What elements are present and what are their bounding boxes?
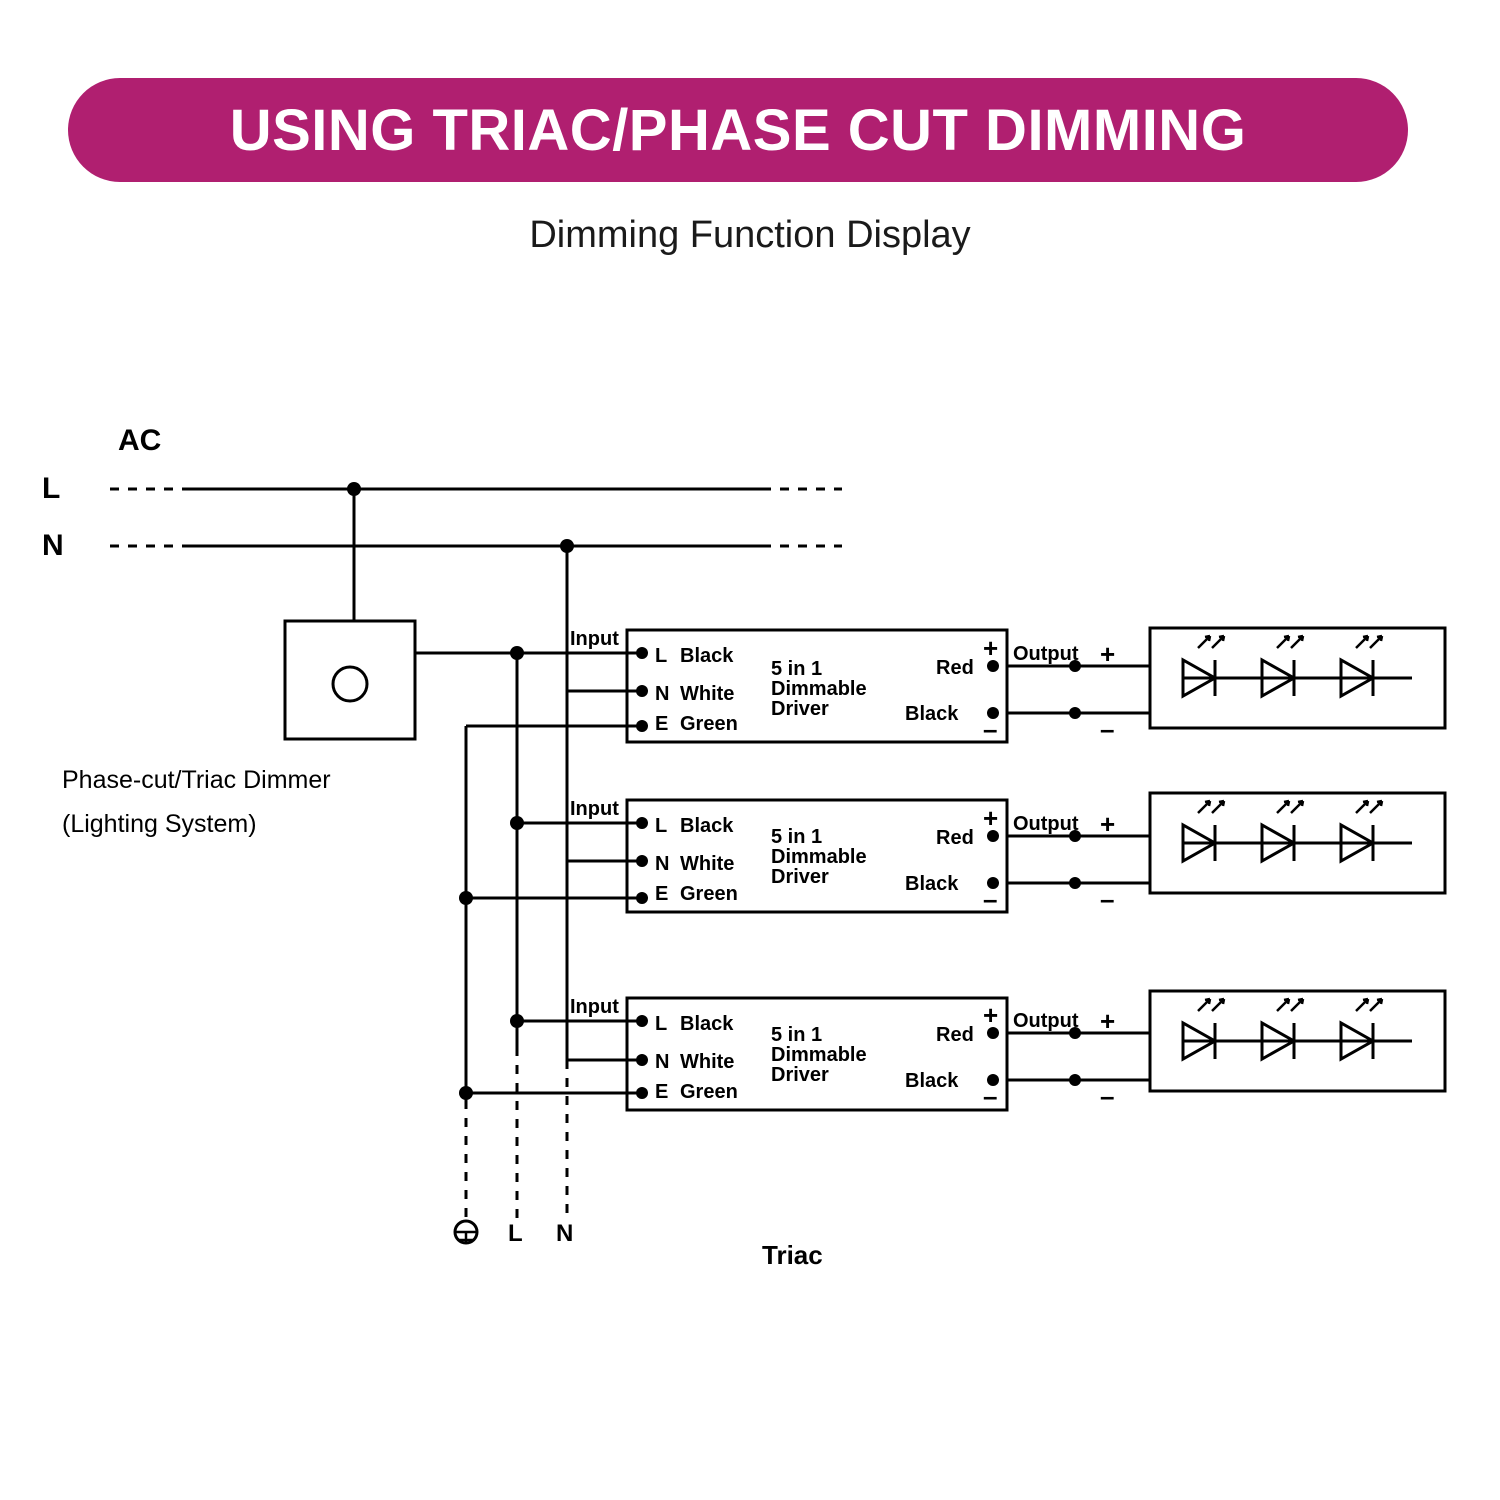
driver-2-out-neg-label: Black — [905, 873, 959, 895]
driver-2-plus: + — [983, 803, 999, 833]
driver-1-minus: – — [983, 714, 998, 744]
led-symbols-1 — [1183, 636, 1382, 696]
page-title: USING TRIAC/PHASE CUT DIMMING — [229, 97, 1247, 163]
driver-2-out-pos-label: Red — [936, 827, 974, 849]
driver-3-terminal-2-color: Green — [680, 1081, 738, 1103]
diagram-footer-label: Triac — [762, 1240, 823, 1270]
bottom-live-label: L — [508, 1220, 523, 1247]
driver-1-plus: + — [983, 633, 999, 663]
driver-3-name-line1: 5 in 1 — [771, 1024, 823, 1046]
driver-3-name-line3: Driver — [771, 1064, 829, 1086]
driver-3-plus: + — [983, 1000, 999, 1030]
led-symbols-3 — [1183, 999, 1382, 1059]
driver-1-out-neg-label: Black — [905, 703, 959, 725]
driver-1-input-label: Input — [570, 628, 619, 650]
driver-3-name-line2: Dimmable — [771, 1044, 867, 1066]
led-2-minus: – — [1100, 884, 1115, 914]
driver-2-terminal-2-code: E — [655, 883, 669, 905]
driver-1-terminal-0-color: Black — [680, 645, 734, 667]
driver-3-terminal-0-color: Black — [680, 1013, 734, 1035]
junction-dots — [347, 482, 1081, 1100]
driver-2-input-label: Input — [570, 798, 619, 820]
driver-2-output-label: Output — [1013, 813, 1079, 835]
driver-2-name-line3: Driver — [771, 866, 829, 888]
dimmer-box — [285, 621, 415, 739]
driver-3-out-pos-label: Red — [936, 1024, 974, 1046]
dimmer-caption-line1: Phase-cut/Triac Dimmer — [62, 766, 331, 794]
led-2-plus: + — [1100, 809, 1116, 839]
driver-3-input-label: Input — [570, 996, 619, 1018]
driver-1-terminal-0-code: L — [655, 645, 668, 667]
driver-2-terminal-0-color: Black — [680, 815, 734, 837]
driver-3-terminal-1-code: N — [655, 1051, 670, 1073]
driver-2-terminal-1-color: White — [680, 853, 735, 875]
ac-label: AC — [118, 424, 162, 457]
led-symbols-2 — [1183, 801, 1382, 861]
driver-2-minus: – — [983, 884, 998, 914]
driver-1-terminal-2-color: Green — [680, 713, 738, 735]
bottom-neutral-label: N — [556, 1220, 574, 1247]
driver-1-name-line3: Driver — [771, 698, 829, 720]
led-3-minus: – — [1100, 1081, 1115, 1111]
driver-1-out-pos-label: Red — [936, 657, 974, 679]
driver-3-output-label: Output — [1013, 1010, 1079, 1032]
dimmer-knob-icon — [333, 667, 367, 701]
driver-1-name-line1: 5 in 1 — [771, 658, 823, 680]
led-1-plus: + — [1100, 639, 1116, 669]
driver-1-name-line2: Dimmable — [771, 678, 867, 700]
dimmer-caption-line2: (Lighting System) — [62, 810, 257, 838]
ac-live-label: L — [42, 472, 61, 505]
driver-2-name-line1: 5 in 1 — [771, 826, 823, 848]
driver-1-terminal-2-code: E — [655, 713, 669, 735]
led-3-plus: + — [1100, 1006, 1116, 1036]
led-1-minus: – — [1100, 714, 1115, 744]
driver-2-terminal-0-code: L — [655, 815, 668, 837]
driver-1-terminal-1-color: White — [680, 683, 735, 705]
driver-3-minus: – — [983, 1081, 998, 1111]
driver-2-name-line2: Dimmable — [771, 846, 867, 868]
driver-3-terminal-0-code: L — [655, 1013, 668, 1035]
driver-3-terminal-2-code: E — [655, 1081, 669, 1103]
driver-3-terminal-1-color: White — [680, 1051, 735, 1073]
page-subtitle: Dimming Function Display — [529, 214, 971, 256]
driver-2-terminal-2-color: Green — [680, 883, 738, 905]
ac-neutral-label: N — [42, 529, 64, 562]
driver-1-terminal-1-code: N — [655, 683, 670, 705]
driver-3-out-neg-label: Black — [905, 1070, 959, 1092]
driver-2-terminal-1-code: N — [655, 853, 670, 875]
driver-1-output-label: Output — [1013, 643, 1079, 665]
